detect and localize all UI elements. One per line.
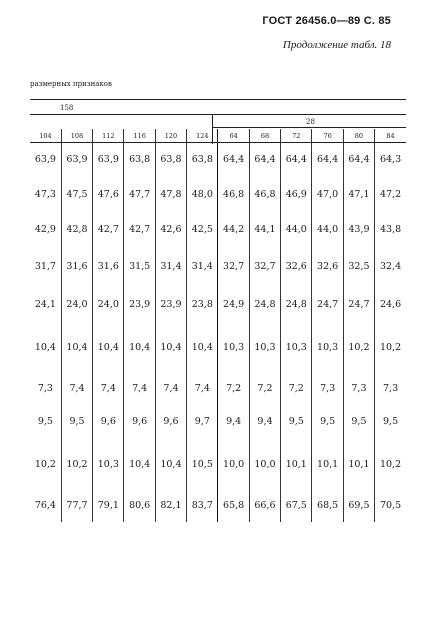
table-cell: 31,5 <box>124 247 155 287</box>
table-cell: 47,3 <box>34 189 56 200</box>
table-cell: 76,4 <box>34 499 56 511</box>
table-cell: 63,9 <box>34 154 56 166</box>
table-cell: 10,4 <box>155 440 186 489</box>
table-row <box>30 404 406 440</box>
table-cell: 44,0 <box>312 213 343 247</box>
table-cell: 77,7 <box>61 489 92 522</box>
table-cell: 47,6 <box>93 177 124 213</box>
table-cell: 9,6 <box>155 404 186 440</box>
table-row <box>30 213 406 247</box>
table-cell: 47,2 <box>375 177 406 213</box>
table-cell: 42,9 <box>34 224 56 235</box>
table-cell: 7,4 <box>61 373 92 404</box>
group-sub-rule <box>212 127 406 128</box>
table-cell: 63,8 <box>155 143 186 177</box>
table-cell: 10,4 <box>124 323 155 373</box>
table-cell: 42,7 <box>124 213 155 247</box>
table-row <box>30 323 406 373</box>
group-label-28: 28 <box>306 118 315 126</box>
table-cell: 10,2 <box>343 323 374 373</box>
table-cell: 44,0 <box>281 213 312 247</box>
table-cell: 7,3 <box>312 373 343 404</box>
table-cell: 7,3 <box>343 373 374 404</box>
table-cell: 10,4 <box>34 342 56 353</box>
page-header: ГОСТ 26456.0—89 С. 85 <box>262 15 391 27</box>
table-cell: 32,6 <box>312 247 343 287</box>
table-cell: 10,4 <box>155 323 186 373</box>
column-header: 112 <box>93 129 124 143</box>
table-cell: 7,4 <box>155 373 186 404</box>
table-cell: 42,5 <box>187 213 218 247</box>
column-header: 76 <box>312 129 343 143</box>
table-cell: 68,5 <box>312 489 343 522</box>
table-cell: 23,9 <box>124 287 155 323</box>
table-cell: 64,4 <box>312 143 343 177</box>
table-cell: 64,4 <box>281 143 312 177</box>
table-cell: 10,0 <box>249 440 280 489</box>
table-cell: 42,8 <box>61 213 92 247</box>
table-cell: 7,4 <box>187 373 218 404</box>
table-cell: 9,5 <box>312 404 343 440</box>
table-cell: 9,7 <box>187 404 218 440</box>
table-body <box>30 143 406 522</box>
table-cell: 9,4 <box>249 404 280 440</box>
table-row <box>30 373 406 404</box>
table-cell: 9,5 <box>281 404 312 440</box>
table-cell: 24,7 <box>312 287 343 323</box>
table-cell: 9,6 <box>124 404 155 440</box>
table-cell: 43,9 <box>343 213 374 247</box>
table-cell: 83,7 <box>187 489 218 522</box>
table-cell: 10,4 <box>61 323 92 373</box>
table-cell: 9,5 <box>37 416 53 427</box>
table-cell: 10,3 <box>281 323 312 373</box>
table-cell: 43,8 <box>375 213 406 247</box>
table-cell: 48,0 <box>187 177 218 213</box>
group-label-158: 158 <box>60 104 74 112</box>
table-cell: 46,9 <box>281 177 312 213</box>
table-cell: 9,6 <box>93 404 124 440</box>
table-cell: 31,6 <box>93 247 124 287</box>
table-cell: 63,8 <box>187 143 218 177</box>
table-cell: 23,9 <box>155 287 186 323</box>
table-cell: 24,0 <box>93 287 124 323</box>
column-header: 124 <box>187 129 218 143</box>
table-row <box>30 440 406 489</box>
table-cell: 70,5 <box>375 489 406 522</box>
table-cell: 69,5 <box>343 489 374 522</box>
table-caption: Продолжение табл. 18 <box>282 39 391 51</box>
table-cell: 31,4 <box>155 247 186 287</box>
table-cell: 66,6 <box>249 489 280 522</box>
table-cell: 24,1 <box>34 299 56 310</box>
table-cell: 80,6 <box>124 489 155 522</box>
table-cell: 10,2 <box>375 323 406 373</box>
column-header: 64 <box>218 129 249 143</box>
table-cell: 47,5 <box>61 177 92 213</box>
column-header: 68 <box>249 129 280 143</box>
table-cell: 10,3 <box>218 323 249 373</box>
table-cell: 9,4 <box>218 404 249 440</box>
table-row <box>30 287 406 323</box>
table-cell: 32,7 <box>218 247 249 287</box>
table-cell: 10,2 <box>34 458 56 470</box>
section-label: размерных признаков <box>30 80 112 88</box>
table-cell: 7,3 <box>375 373 406 404</box>
table-cell: 47,0 <box>312 177 343 213</box>
table-cell: 24,9 <box>218 287 249 323</box>
column-header: 80 <box>343 129 374 143</box>
table-cell: 24,8 <box>281 287 312 323</box>
table-cell: 65,8 <box>218 489 249 522</box>
column-header: 116 <box>124 129 155 143</box>
table-row <box>30 247 406 287</box>
table-cell: 31,7 <box>34 261 56 272</box>
table-cell: 32,4 <box>375 247 406 287</box>
table-cell: 10,3 <box>249 323 280 373</box>
table-row <box>30 177 406 213</box>
header-top-rule <box>30 99 406 100</box>
column-header: 84 <box>375 129 406 143</box>
data-table <box>30 129 406 522</box>
table-cell: 10,2 <box>61 440 92 489</box>
table-cell: 24,8 <box>249 287 280 323</box>
table-cell: 31,4 <box>187 247 218 287</box>
table-cell: 24,7 <box>343 287 374 323</box>
table-cell: 64,4 <box>218 143 249 177</box>
table-cell: 10,4 <box>187 323 218 373</box>
table-cell: 63,9 <box>93 143 124 177</box>
table-cell: 9,5 <box>61 404 92 440</box>
table-cell: 24,6 <box>375 287 406 323</box>
group-rule <box>30 114 406 115</box>
table-cell: 42,7 <box>93 213 124 247</box>
table-cell: 7,2 <box>281 373 312 404</box>
table-cell: 47,1 <box>343 177 374 213</box>
table-cell: 42,6 <box>155 213 186 247</box>
table-cell: 32,7 <box>249 247 280 287</box>
table-cell: 32,6 <box>281 247 312 287</box>
column-header: 104 <box>30 129 61 143</box>
table-cell: 10,2 <box>375 440 406 489</box>
column-header-row <box>30 129 406 143</box>
table-cell: 82,1 <box>155 489 186 522</box>
table-cell: 7,2 <box>249 373 280 404</box>
table-cell: 32,5 <box>343 247 374 287</box>
table-cell: 63,8 <box>124 143 155 177</box>
table-cell: 64,4 <box>249 143 280 177</box>
table-cell: 7,3 <box>37 382 53 394</box>
table-row <box>30 489 406 522</box>
table-cell: 10,3 <box>93 440 124 489</box>
table-cell: 7,4 <box>124 373 155 404</box>
table-cell: 7,2 <box>218 373 249 404</box>
table-cell: 44,1 <box>249 213 280 247</box>
table-cell: 10,1 <box>343 440 374 489</box>
table-cell: 24,0 <box>61 287 92 323</box>
table-cell: 31,6 <box>61 247 92 287</box>
table-cell: 64,4 <box>343 143 374 177</box>
table-cell: 10,4 <box>124 440 155 489</box>
table-cell: 7,4 <box>93 373 124 404</box>
table-cell: 10,1 <box>312 440 343 489</box>
table-cell: 47,7 <box>124 177 155 213</box>
table-cell: 10,4 <box>93 323 124 373</box>
table-cell: 63,9 <box>61 143 92 177</box>
column-header: 72 <box>281 129 312 143</box>
table-cell: 67,5 <box>281 489 312 522</box>
table-cell: 46,8 <box>249 177 280 213</box>
table-cell: 10,1 <box>281 440 312 489</box>
table-cell: 10,5 <box>187 440 218 489</box>
table-cell: 46,8 <box>218 177 249 213</box>
column-header: 108 <box>61 129 92 143</box>
table-cell: 10,0 <box>218 440 249 489</box>
table-cell: 10,3 <box>312 323 343 373</box>
table-cell: 79,1 <box>93 489 124 522</box>
table-cell: 23,8 <box>187 287 218 323</box>
column-header: 120 <box>155 129 186 143</box>
table-cell: 64,3 <box>375 143 406 177</box>
table-cell: 47,8 <box>155 177 186 213</box>
table-row <box>30 143 406 177</box>
table-cell: 9,5 <box>375 404 406 440</box>
table-cell: 9,5 <box>343 404 374 440</box>
table-cell: 44,2 <box>218 213 249 247</box>
